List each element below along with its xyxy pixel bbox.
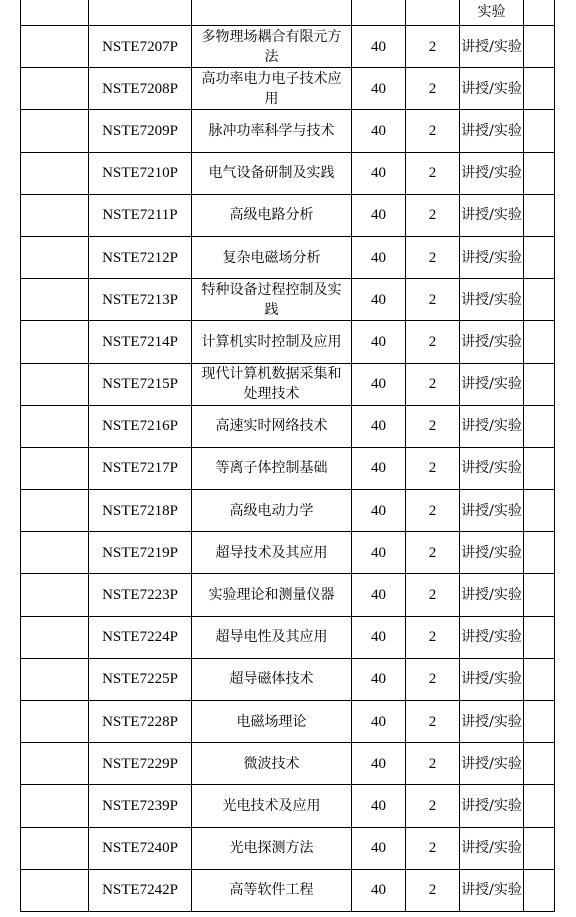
course-code-cell: NSTE7242P <box>89 869 192 911</box>
table-row <box>21 363 555 405</box>
remarks-cell <box>524 152 555 194</box>
course-code-cell: NSTE7224P <box>89 616 192 658</box>
category-cell <box>21 110 89 152</box>
remarks-cell <box>524 279 555 321</box>
course-name-cell: 超导技术及其应用 <box>192 532 352 574</box>
category-cell <box>21 26 89 68</box>
table-row <box>21 869 555 911</box>
category-cell <box>21 701 89 743</box>
course-name-cell: 实验理论和测量仪器 <box>192 574 352 616</box>
course-code-cell: NSTE7208P <box>89 68 192 110</box>
course-table-body <box>21 0 555 911</box>
table-row-partial <box>21 0 555 26</box>
credits-cell: 2 <box>406 574 460 616</box>
credits-cell: 2 <box>406 236 460 278</box>
course-code-cell: NSTE7240P <box>89 827 192 869</box>
hours-cell: 40 <box>352 68 406 110</box>
method-cell: 讲授/实验 <box>460 658 524 700</box>
table-row <box>21 701 555 743</box>
category-cell <box>21 743 89 785</box>
course-code-cell: NSTE7210P <box>89 152 192 194</box>
category-cell <box>21 279 89 321</box>
table-row <box>21 405 555 447</box>
course-code-cell: NSTE7223P <box>89 574 192 616</box>
credits-cell: 2 <box>406 321 460 363</box>
credits-cell: 2 <box>406 490 460 532</box>
credits-cell: 2 <box>406 447 460 489</box>
category-cell <box>21 490 89 532</box>
remarks-cell <box>524 321 555 363</box>
hours-cell: 40 <box>352 490 406 532</box>
table-row <box>21 68 555 110</box>
course-name-cell <box>192 0 352 26</box>
course-name-cell: 光电技术及应用 <box>192 785 352 827</box>
method-cell: 讲授/实验 <box>460 363 524 405</box>
course-name-cell: 高等软件工程 <box>192 869 352 911</box>
course-name-cell: 高功率电力电子技术应用 <box>192 68 352 110</box>
category-cell <box>21 321 89 363</box>
remarks-cell <box>524 701 555 743</box>
method-cell: 讲授/实验 <box>460 236 524 278</box>
course-name-cell: 高速实时网络技术 <box>192 405 352 447</box>
hours-cell: 40 <box>352 279 406 321</box>
course-code-cell: NSTE7207P <box>89 26 192 68</box>
category-cell <box>21 194 89 236</box>
course-name-cell: 复杂电磁场分析 <box>192 236 352 278</box>
hours-cell: 40 <box>352 363 406 405</box>
credits-cell: 2 <box>406 26 460 68</box>
course-code-cell: NSTE7215P <box>89 363 192 405</box>
course-name-cell: 高级电路分析 <box>192 194 352 236</box>
hours-cell: 40 <box>352 743 406 785</box>
hours-cell: 40 <box>352 827 406 869</box>
table-row <box>21 194 555 236</box>
remarks-cell <box>524 194 555 236</box>
hours-cell <box>352 0 406 26</box>
remarks-cell <box>524 785 555 827</box>
remarks-cell <box>524 490 555 532</box>
credits-cell: 2 <box>406 279 460 321</box>
hours-cell: 40 <box>352 785 406 827</box>
hours-cell: 40 <box>352 574 406 616</box>
category-cell <box>21 236 89 278</box>
credits-cell: 2 <box>406 405 460 447</box>
course-name-cell: 电磁场理论 <box>192 701 352 743</box>
remarks-cell <box>524 110 555 152</box>
remarks-cell <box>524 658 555 700</box>
method-cell: 讲授/实验 <box>460 110 524 152</box>
method-cell: 讲授/实验 <box>460 701 524 743</box>
course-name-cell: 特种设备过程控制及实践 <box>192 279 352 321</box>
category-cell <box>21 532 89 574</box>
hours-cell: 40 <box>352 321 406 363</box>
hours-cell: 40 <box>352 236 406 278</box>
hours-cell: 40 <box>352 110 406 152</box>
table-row <box>21 110 555 152</box>
category-cell <box>21 152 89 194</box>
course-code-cell: NSTE7229P <box>89 743 192 785</box>
method-cell: 讲授/实验 <box>460 616 524 658</box>
credits-cell: 2 <box>406 68 460 110</box>
method-cell: 讲授/实验 <box>460 279 524 321</box>
method-cell: 讲授/实验 <box>460 68 524 110</box>
course-name-cell: 现代计算机数据采集和处理技术 <box>192 363 352 405</box>
method-cell: 讲授/实验 <box>460 194 524 236</box>
course-name-cell: 脉冲功率科学与技术 <box>192 110 352 152</box>
table-row <box>21 447 555 489</box>
hours-cell: 40 <box>352 405 406 447</box>
category-cell <box>21 68 89 110</box>
category-cell <box>21 869 89 911</box>
course-name-cell: 超导磁体技术 <box>192 658 352 700</box>
method-cell: 讲授/实验 <box>460 490 524 532</box>
remarks-cell <box>524 405 555 447</box>
remarks-cell <box>524 743 555 785</box>
hours-cell: 40 <box>352 26 406 68</box>
course-code-cell: NSTE7217P <box>89 447 192 489</box>
method-cell: 讲授/实验 <box>460 574 524 616</box>
table-row <box>21 743 555 785</box>
remarks-cell <box>524 363 555 405</box>
course-code-cell: NSTE7225P <box>89 658 192 700</box>
course-code-cell: NSTE7228P <box>89 701 192 743</box>
table-row <box>21 785 555 827</box>
course-code-cell: NSTE7219P <box>89 532 192 574</box>
course-code-cell: NSTE7214P <box>89 321 192 363</box>
method-cell: 讲授/实验 <box>460 532 524 574</box>
table-row <box>21 236 555 278</box>
category-cell <box>21 363 89 405</box>
credits-cell: 2 <box>406 658 460 700</box>
table-row <box>21 574 555 616</box>
method-cell: 讲授/实验 <box>460 321 524 363</box>
hours-cell: 40 <box>352 447 406 489</box>
method-cell: 讲授/实验 <box>460 827 524 869</box>
method-cell: 讲授/实验 <box>460 405 524 447</box>
hours-cell: 40 <box>352 616 406 658</box>
method-cell: 讲授/实验 <box>460 785 524 827</box>
course-code-cell: NSTE7212P <box>89 236 192 278</box>
credits-cell: 2 <box>406 152 460 194</box>
category-cell <box>21 785 89 827</box>
course-name-cell: 微波技术 <box>192 743 352 785</box>
course-code-cell: NSTE7209P <box>89 110 192 152</box>
course-name-cell: 等离子体控制基础 <box>192 447 352 489</box>
course-code-cell: NSTE7211P <box>89 194 192 236</box>
credits-cell: 2 <box>406 785 460 827</box>
table-row <box>21 279 555 321</box>
credits-cell: 2 <box>406 869 460 911</box>
credits-cell <box>406 0 460 26</box>
remarks-cell <box>524 869 555 911</box>
category-cell <box>21 658 89 700</box>
method-cell: 讲授/实验 <box>460 447 524 489</box>
course-name-cell: 多物理场耦合有限元方法 <box>192 26 352 68</box>
course-table <box>20 0 555 912</box>
course-code-cell: NSTE7213P <box>89 279 192 321</box>
course-code-cell: NSTE7218P <box>89 490 192 532</box>
table-row <box>21 152 555 194</box>
credits-cell: 2 <box>406 194 460 236</box>
category-cell <box>21 827 89 869</box>
remarks-cell <box>524 616 555 658</box>
table-row <box>21 26 555 68</box>
remarks-cell <box>524 447 555 489</box>
course-name-cell: 计算机实时控制及应用 <box>192 321 352 363</box>
remarks-cell <box>524 0 555 26</box>
course-name-cell: 高级电动力学 <box>192 490 352 532</box>
course-name-cell: 光电探测方法 <box>192 827 352 869</box>
category-cell <box>21 616 89 658</box>
category-cell <box>21 0 89 26</box>
method-cell: 讲授/实验 <box>460 869 524 911</box>
credits-cell: 2 <box>406 363 460 405</box>
hours-cell: 40 <box>352 658 406 700</box>
hours-cell: 40 <box>352 532 406 574</box>
course-code-cell: NSTE7216P <box>89 405 192 447</box>
table-row <box>21 827 555 869</box>
remarks-cell <box>524 26 555 68</box>
table-row <box>21 490 555 532</box>
course-name-cell: 超导电性及其应用 <box>192 616 352 658</box>
hours-cell: 40 <box>352 152 406 194</box>
credits-cell: 2 <box>406 616 460 658</box>
table-row <box>21 658 555 700</box>
credits-cell: 2 <box>406 743 460 785</box>
remarks-cell <box>524 827 555 869</box>
course-name-cell: 电气设备研制及实践 <box>192 152 352 194</box>
credits-cell: 2 <box>406 532 460 574</box>
category-cell <box>21 447 89 489</box>
course-code-cell: NSTE7239P <box>89 785 192 827</box>
method-cell: 讲授/实验 <box>460 26 524 68</box>
hours-cell: 40 <box>352 194 406 236</box>
course-code-cell <box>89 0 192 26</box>
method-cell: 讲授/实验 <box>460 152 524 194</box>
table-row <box>21 532 555 574</box>
table-row <box>21 321 555 363</box>
method-cell: 实验 <box>460 0 524 26</box>
remarks-cell <box>524 236 555 278</box>
remarks-cell <box>524 574 555 616</box>
method-cell: 讲授/实验 <box>460 743 524 785</box>
hours-cell: 40 <box>352 869 406 911</box>
category-cell <box>21 405 89 447</box>
hours-cell: 40 <box>352 701 406 743</box>
table-row <box>21 616 555 658</box>
remarks-cell <box>524 532 555 574</box>
credits-cell: 2 <box>406 110 460 152</box>
category-cell <box>21 574 89 616</box>
credits-cell: 2 <box>406 827 460 869</box>
remarks-cell <box>524 68 555 110</box>
credits-cell: 2 <box>406 701 460 743</box>
